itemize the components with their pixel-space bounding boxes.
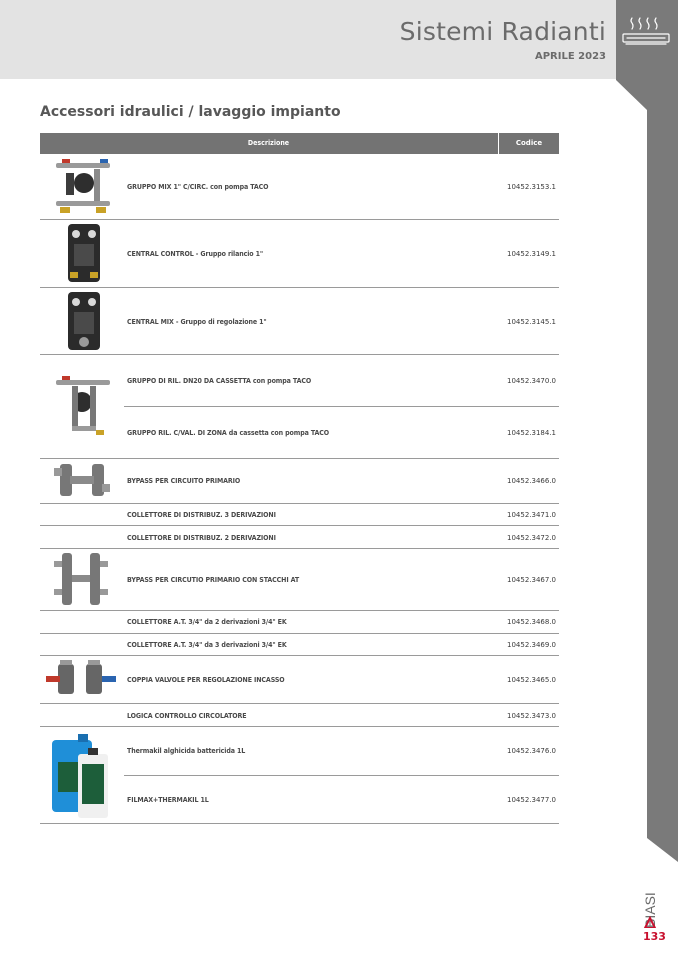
row-divider xyxy=(40,703,559,704)
row-description: CENTRAL MIX - Gruppo di regolazione 1" xyxy=(127,318,267,326)
relaunch-group-image xyxy=(52,374,114,438)
row-description: GRUPPO RIL. C/VAL. DI ZONA da cassetta con pompa TACO xyxy=(127,429,330,437)
section-title: Accessori idraulici / lavaggio impianto xyxy=(40,104,341,120)
row-divider xyxy=(40,823,559,824)
row-code: 10452.3145.1 xyxy=(507,318,556,326)
row-description: COLLETTORE DI DISTRIBUZ. 3 DERIVAZIONI xyxy=(127,511,276,519)
radiant-heating-icon xyxy=(621,14,671,48)
row-description: Thermakil alghicida battericida 1L xyxy=(127,747,246,755)
column-header-description: Descrizione xyxy=(247,139,290,147)
page-number: 133 xyxy=(643,930,666,943)
row-code: 10452.3469.0 xyxy=(507,641,556,649)
row-code: 10452.3184.1 xyxy=(507,429,556,437)
row-description: FILMAX+THERMAKIL 1L xyxy=(127,796,209,804)
page-title: Sistemi Radianti xyxy=(399,17,606,46)
row-code: 10452.3149.1 xyxy=(507,250,556,258)
row-code: 10452.3470.0 xyxy=(507,377,556,385)
row-description: BYPASS PER CIRCUTIO PRIMARIO CON STACCHI AT xyxy=(127,576,300,584)
row-divider xyxy=(40,726,559,727)
row-divider xyxy=(40,219,559,220)
side-band xyxy=(616,0,678,959)
row-code: 10452.3468.0 xyxy=(507,618,556,626)
thermakil-bottles-image xyxy=(48,732,112,820)
row-divider xyxy=(124,406,559,407)
row-code: 10452.3153.1 xyxy=(507,183,556,191)
row-divider xyxy=(40,548,559,549)
row-divider xyxy=(40,503,559,504)
brand-text: BIASI xyxy=(642,892,658,928)
row-description: GRUPPO DI RIL. DN20 DA CASSETTA con pompa TACO xyxy=(127,377,312,385)
row-code: 10452.3472.0 xyxy=(507,534,556,542)
row-code: 10452.3467.0 xyxy=(507,576,556,584)
row-divider xyxy=(40,525,559,526)
bypass-image xyxy=(52,460,112,500)
table-header xyxy=(40,133,559,154)
row-description: GRUPPO MIX 1" C/CIRC. con pompa TACO xyxy=(127,183,269,191)
row-description: COLLETTORE DI DISTRIBUZ. 2 DERIVAZIONI xyxy=(127,534,276,542)
valve-pair-image xyxy=(44,658,118,700)
row-divider xyxy=(40,655,559,656)
row-code: 10452.3477.0 xyxy=(507,796,556,804)
mix-group-image xyxy=(52,157,114,217)
row-description: CENTRAL CONTROL - Gruppo rilancio 1" xyxy=(127,250,264,258)
row-divider xyxy=(40,287,559,288)
row-description: LOGICA CONTROLLO CIRCOLATORE xyxy=(127,712,247,720)
row-code: 10452.3473.0 xyxy=(507,712,556,720)
central-mix-image xyxy=(62,290,106,352)
row-divider xyxy=(40,610,559,611)
row-code: 10452.3471.0 xyxy=(507,511,556,519)
row-divider xyxy=(40,354,559,355)
row-divider xyxy=(40,633,559,634)
row-description: COPPIA VALVOLE PER REGOLAZIONE INCASSO xyxy=(127,676,285,684)
bypass-at-image xyxy=(52,551,112,607)
row-description: COLLETTORE A.T. 3/4" da 3 derivazioni 3/4" EK xyxy=(127,641,287,649)
row-description: COLLETTORE A.T. 3/4" da 2 derivazioni 3/4" EK xyxy=(127,618,287,626)
row-divider xyxy=(124,775,559,776)
row-code: 10452.3465.0 xyxy=(507,676,556,684)
biasi-logo xyxy=(628,874,672,928)
row-description: BYPASS PER CIRCUITO PRIMARIO xyxy=(127,477,241,485)
row-divider xyxy=(40,458,559,459)
row-code: 10452.3466.0 xyxy=(507,477,556,485)
central-control-image xyxy=(62,222,106,284)
page-subtitle: APRILE 2023 xyxy=(534,51,606,62)
row-code: 10452.3476.0 xyxy=(507,747,556,755)
column-header-code: Codice xyxy=(498,133,559,154)
